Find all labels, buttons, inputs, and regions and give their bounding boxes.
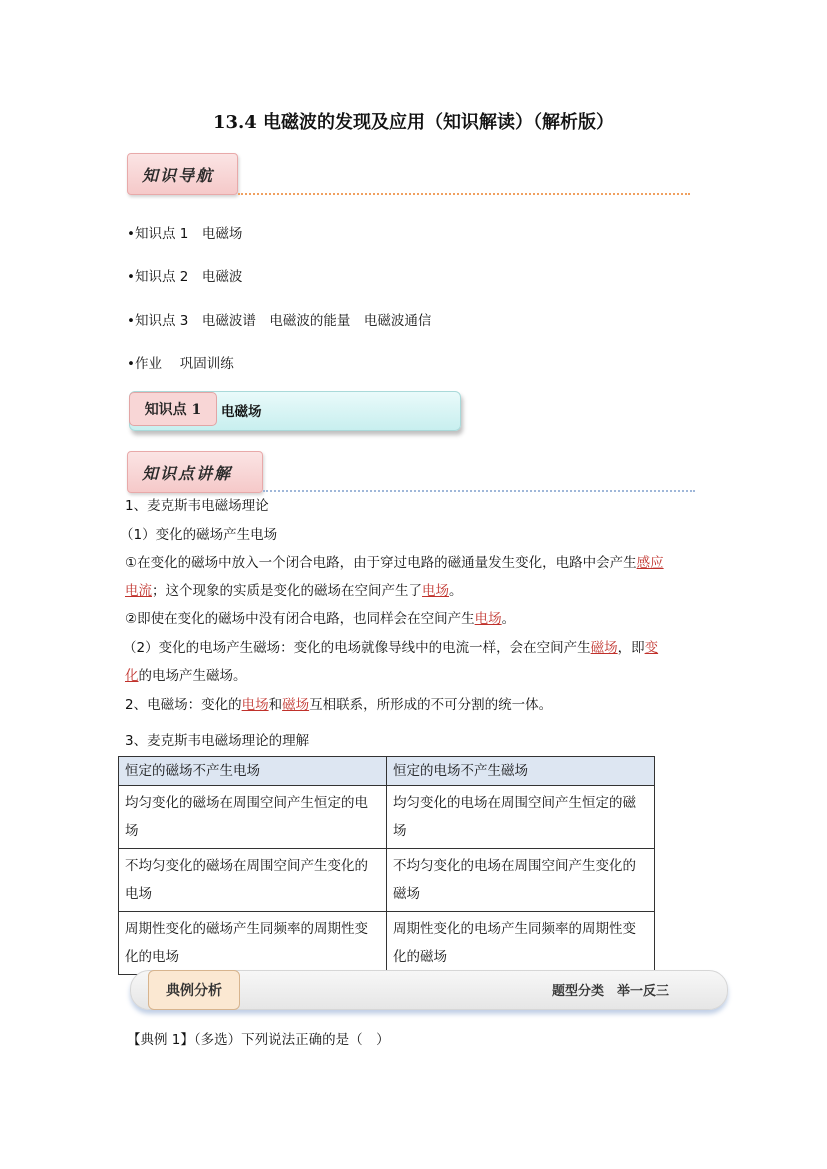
- subheading-1: （1）变化的磁场产生电场: [120, 527, 278, 543]
- table-cell: 均匀变化的电场在周围空间产生恒定的磁场: [387, 786, 655, 849]
- table-cell: 周期性变化的电场产生同频率的周期性变化的磁场: [387, 912, 655, 975]
- answer-electric-field-3: 电场: [241, 697, 269, 713]
- heading-understanding: 3、麦克斯韦电磁场理论的理解: [125, 733, 310, 749]
- table-row: [119, 757, 655, 786]
- table-row: [119, 786, 655, 849]
- paragraph-3: （2）变化的电场产生磁场：变化的电场就像导线中的电流一样，会在空间产生磁场，即变: [123, 640, 659, 656]
- example-tab: 典例分析: [148, 970, 240, 1010]
- knowledge-point-tab: 知识点 1: [129, 392, 217, 426]
- table-cell: 不均匀变化的磁场在周围空间产生变化的电场: [119, 849, 387, 912]
- table-cell: 周期性变化的磁场产生同频率的周期性变化的电场: [119, 912, 387, 975]
- table-row: [119, 849, 655, 912]
- explain-divider: [263, 490, 695, 492]
- nav-item-3: •知识点 3 电磁波谱 电磁波的能量 电磁波通信: [127, 313, 432, 329]
- answer-magnetic-field-2: 磁场: [282, 697, 310, 713]
- nav-item-homework: •作业 巩固训练: [127, 356, 234, 372]
- nav-item-1: •知识点 1 电磁场: [127, 226, 243, 242]
- comparison-table: [118, 756, 655, 975]
- knowledge-point-name: 电磁场: [221, 404, 262, 420]
- table-cell: 恒定的电场不产生磁场: [387, 757, 655, 786]
- answer-magnetic-field-1: 磁场: [590, 640, 618, 656]
- heading-maxwell-theory: 1、麦克斯韦电磁场理论: [125, 498, 269, 514]
- answer-electric-field-1: 电场: [422, 583, 449, 599]
- paragraph-4: 2、电磁场：变化的电场和磁场互相联系，所形成的不可分割的统一体。: [125, 697, 553, 713]
- paragraph-1: ①在变化的磁场中放入一个闭合电路，由于穿过电路的磁通量发生变化，电路中会产生感应: [125, 555, 664, 571]
- table-row: [119, 912, 655, 975]
- explain-banner: 知识点讲解: [127, 451, 263, 493]
- example-bar-caption: 题型分类 举一反三: [552, 984, 670, 999]
- answer-electric-field-2: 电场: [474, 611, 502, 627]
- table-cell: 恒定的磁场不产生电场: [119, 757, 387, 786]
- answer-current: 电流: [125, 583, 152, 599]
- table-cell: 均匀变化的磁场在周围空间产生恒定的电场: [119, 786, 387, 849]
- answer-change-1: 变: [644, 640, 659, 656]
- nav-item-2: •知识点 2 电磁波: [127, 269, 243, 285]
- table-cell: 不均匀变化的电场在周围空间产生变化的磁场: [387, 849, 655, 912]
- paragraph-1-cont: 电流；这个现象的实质是变化的磁场在空间产生了电场。: [125, 583, 463, 599]
- paragraph-3-cont: 化的电场产生磁场。: [125, 668, 247, 684]
- nav-divider: [238, 193, 690, 195]
- example-1-question: 【典例 1】（多选）下列说法正确的是（ ）: [127, 1032, 390, 1048]
- answer-change-2: 化: [125, 668, 139, 684]
- paragraph-2: ②即使在变化的磁场中没有闭合电路，也同样会在空间产生电场。: [125, 611, 516, 627]
- nav-banner: 知识导航: [127, 153, 238, 195]
- page-title: 13.4 电磁波的发现及应用（知识解读）（解析版）: [212, 112, 615, 133]
- answer-induced: 感应: [636, 555, 664, 571]
